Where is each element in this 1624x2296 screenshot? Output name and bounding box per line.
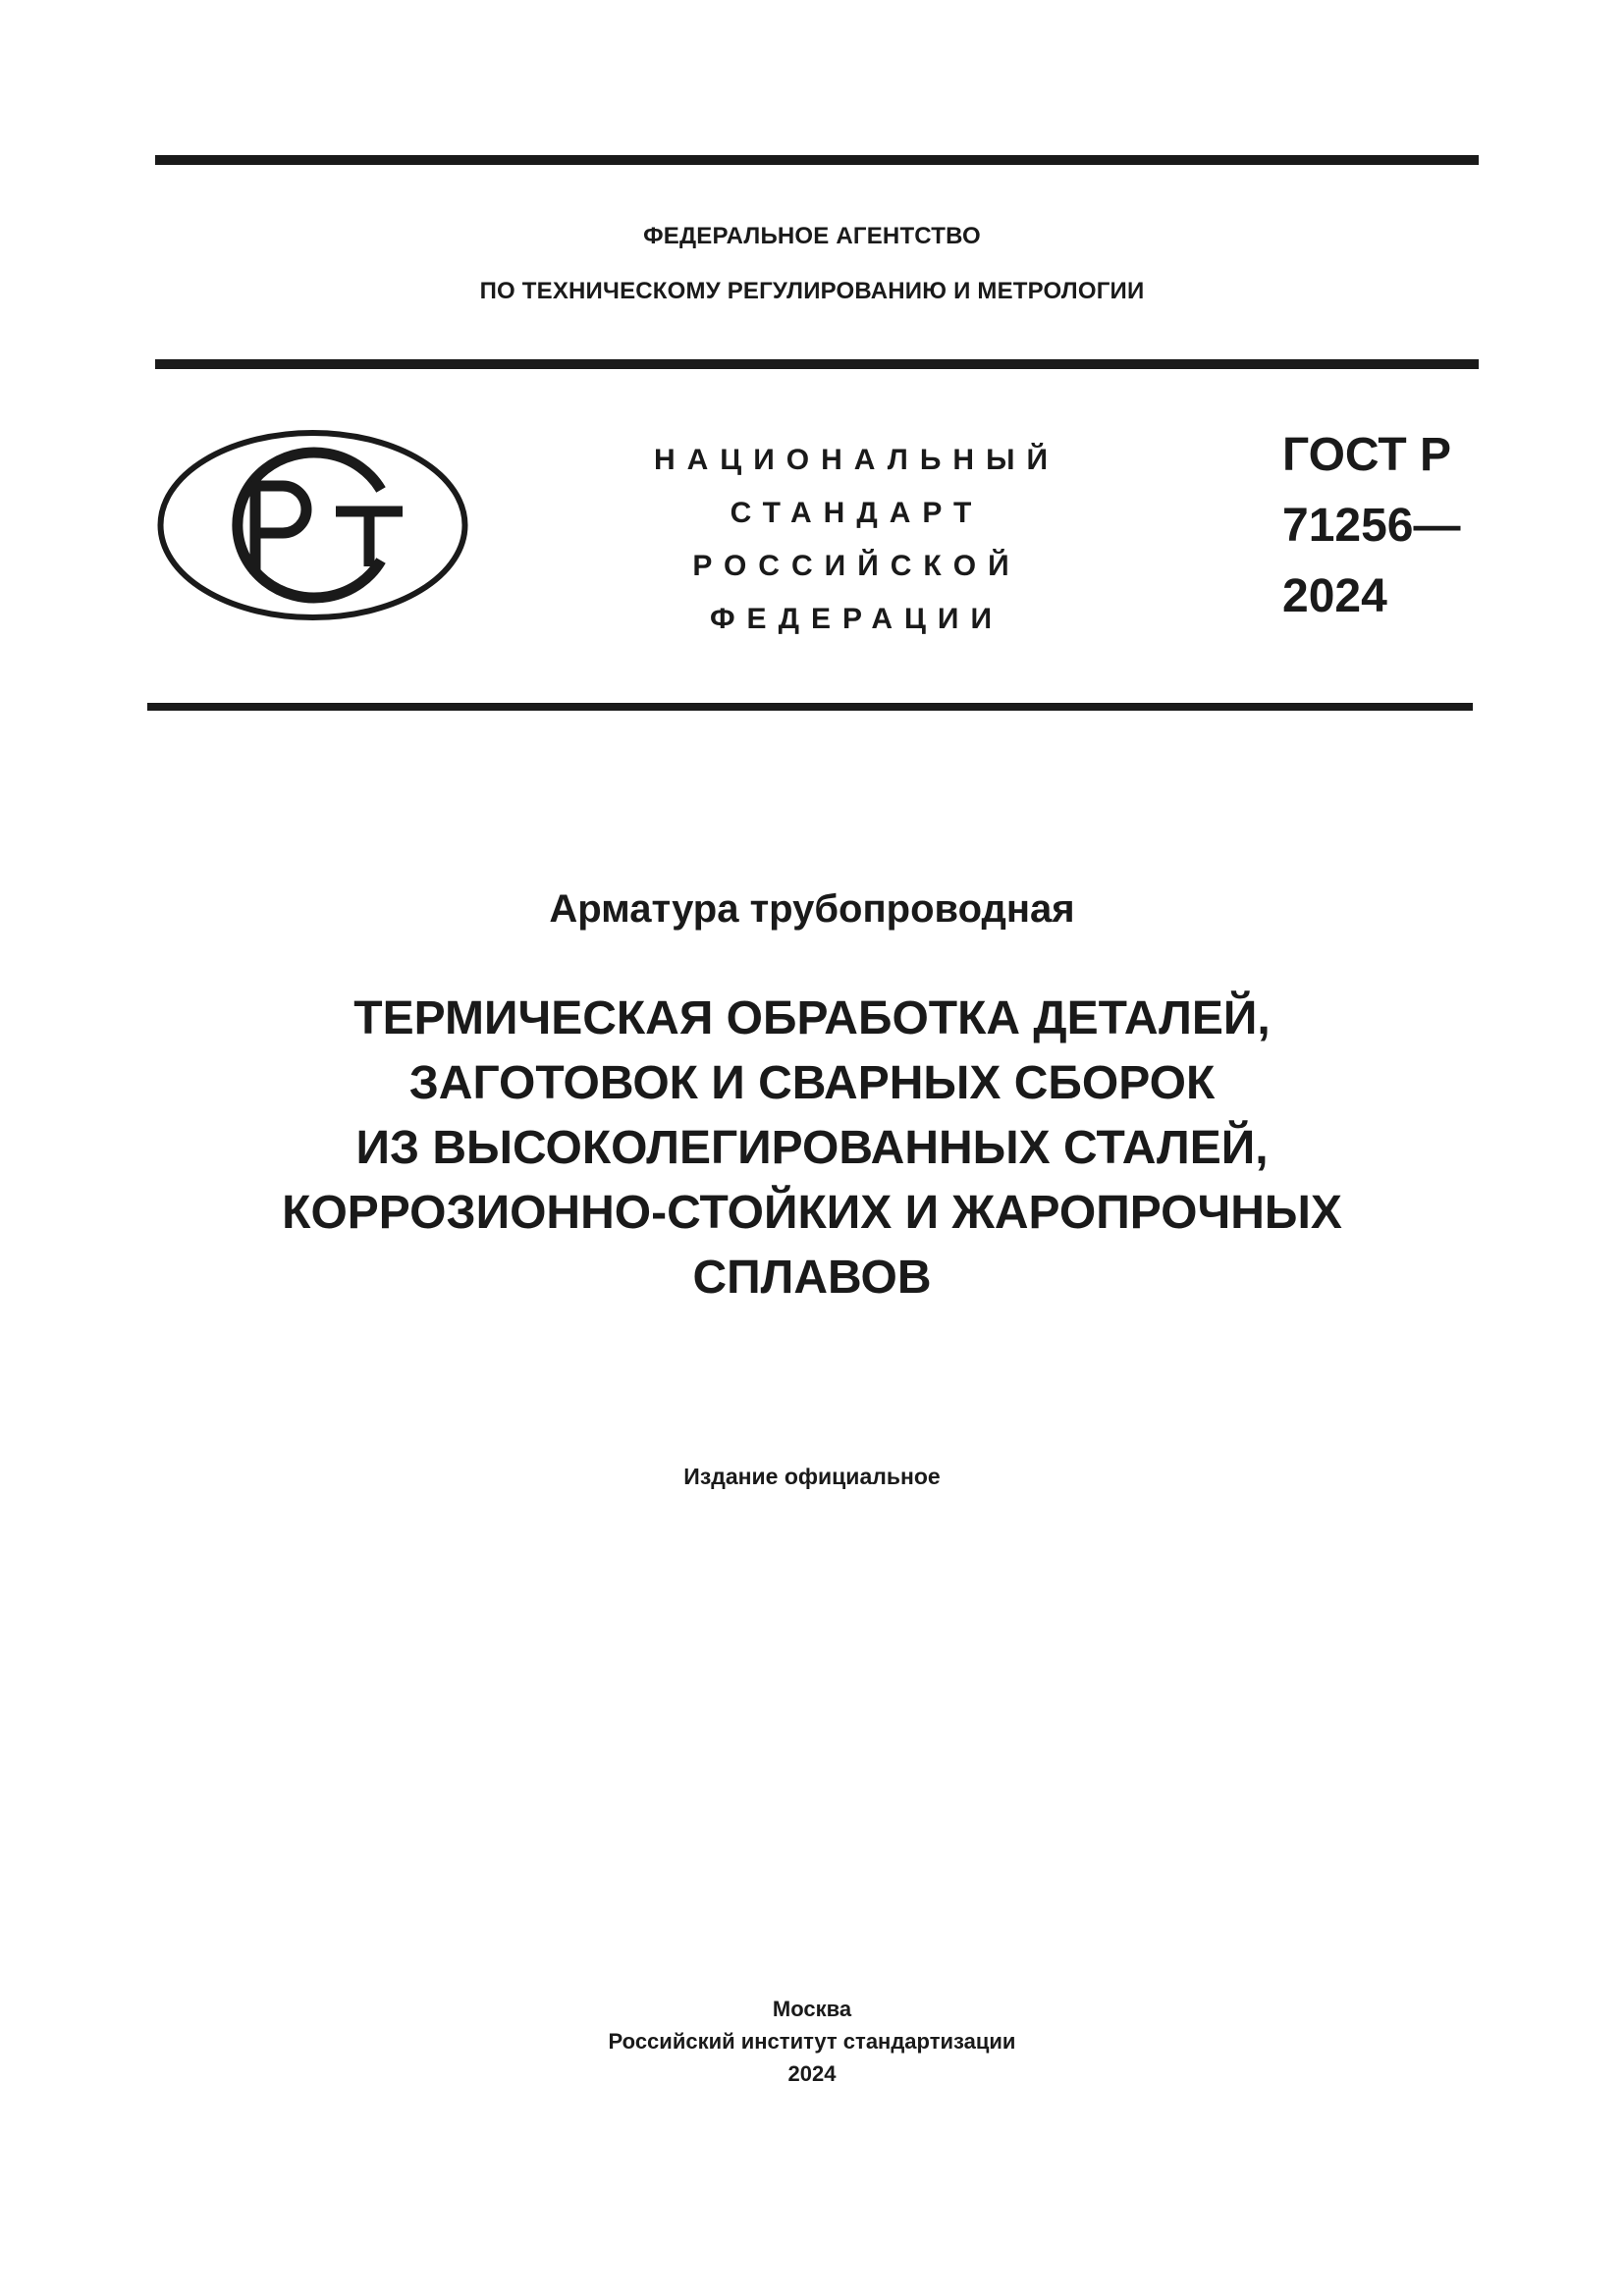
designation-line-2: 71256—: [1282, 500, 1461, 552]
middle-rule: [155, 359, 1479, 369]
title-line-1: ТЕРМИЧЕСКАЯ ОБРАБОТКА ДЕТАЛЕЙ,: [353, 992, 1271, 1044]
title-line-3: ИЗ ВЫСОКОЛЕГИРОВАННЫХ СТАЛЕЙ,: [355, 1122, 1269, 1174]
designation-line-1: ГОСТ Р: [1282, 429, 1452, 481]
title-line-5: СПЛАВОВ: [692, 1252, 932, 1304]
standard-designation: [1282, 420, 1460, 632]
rst-certification-mark-icon: [157, 429, 468, 621]
national-standard-label: [628, 434, 1085, 646]
bottom-rule: [147, 703, 1473, 711]
imprint-publisher: Российский институт стандартизации: [608, 2029, 1016, 2054]
title-line-2: ЗАГОТОВОК И СВАРНЫХ СБОРОК: [408, 1057, 1216, 1109]
document-subtitle: Арматура трубопроводная: [549, 887, 1075, 931]
agency-name-line-2: ПО ТЕХНИЧЕСКОМУ РЕГУЛИРОВАНИЮ И МЕТРОЛОГИИ: [479, 278, 1145, 304]
national-standard-line-4: ФЕДЕРАЦИИ: [709, 603, 1004, 635]
national-standard-line-1: НАЦИОНАЛЬНЫЙ: [653, 444, 1060, 476]
top-rule: [155, 155, 1479, 165]
imprint: [0, 1993, 1624, 2090]
document-title: [0, 987, 1624, 1310]
designation-line-3: 2024: [1282, 570, 1387, 622]
imprint-city: Москва: [772, 1997, 852, 2021]
national-standard-line-3: РОССИЙСКОЙ: [692, 550, 1021, 582]
national-standard-line-2: СТАНДАРТ: [730, 497, 984, 529]
title-line-4: КОРРОЗИОННО-СТОЙКИХ И ЖАРОПРОЧНЫХ: [282, 1187, 1342, 1239]
imprint-year: 2024: [787, 2061, 837, 2086]
agency-name-line-1: ФЕДЕРАЛЬНОЕ АГЕНТСТВО: [643, 223, 981, 249]
edition-note: Издание официальное: [683, 1464, 941, 1489]
